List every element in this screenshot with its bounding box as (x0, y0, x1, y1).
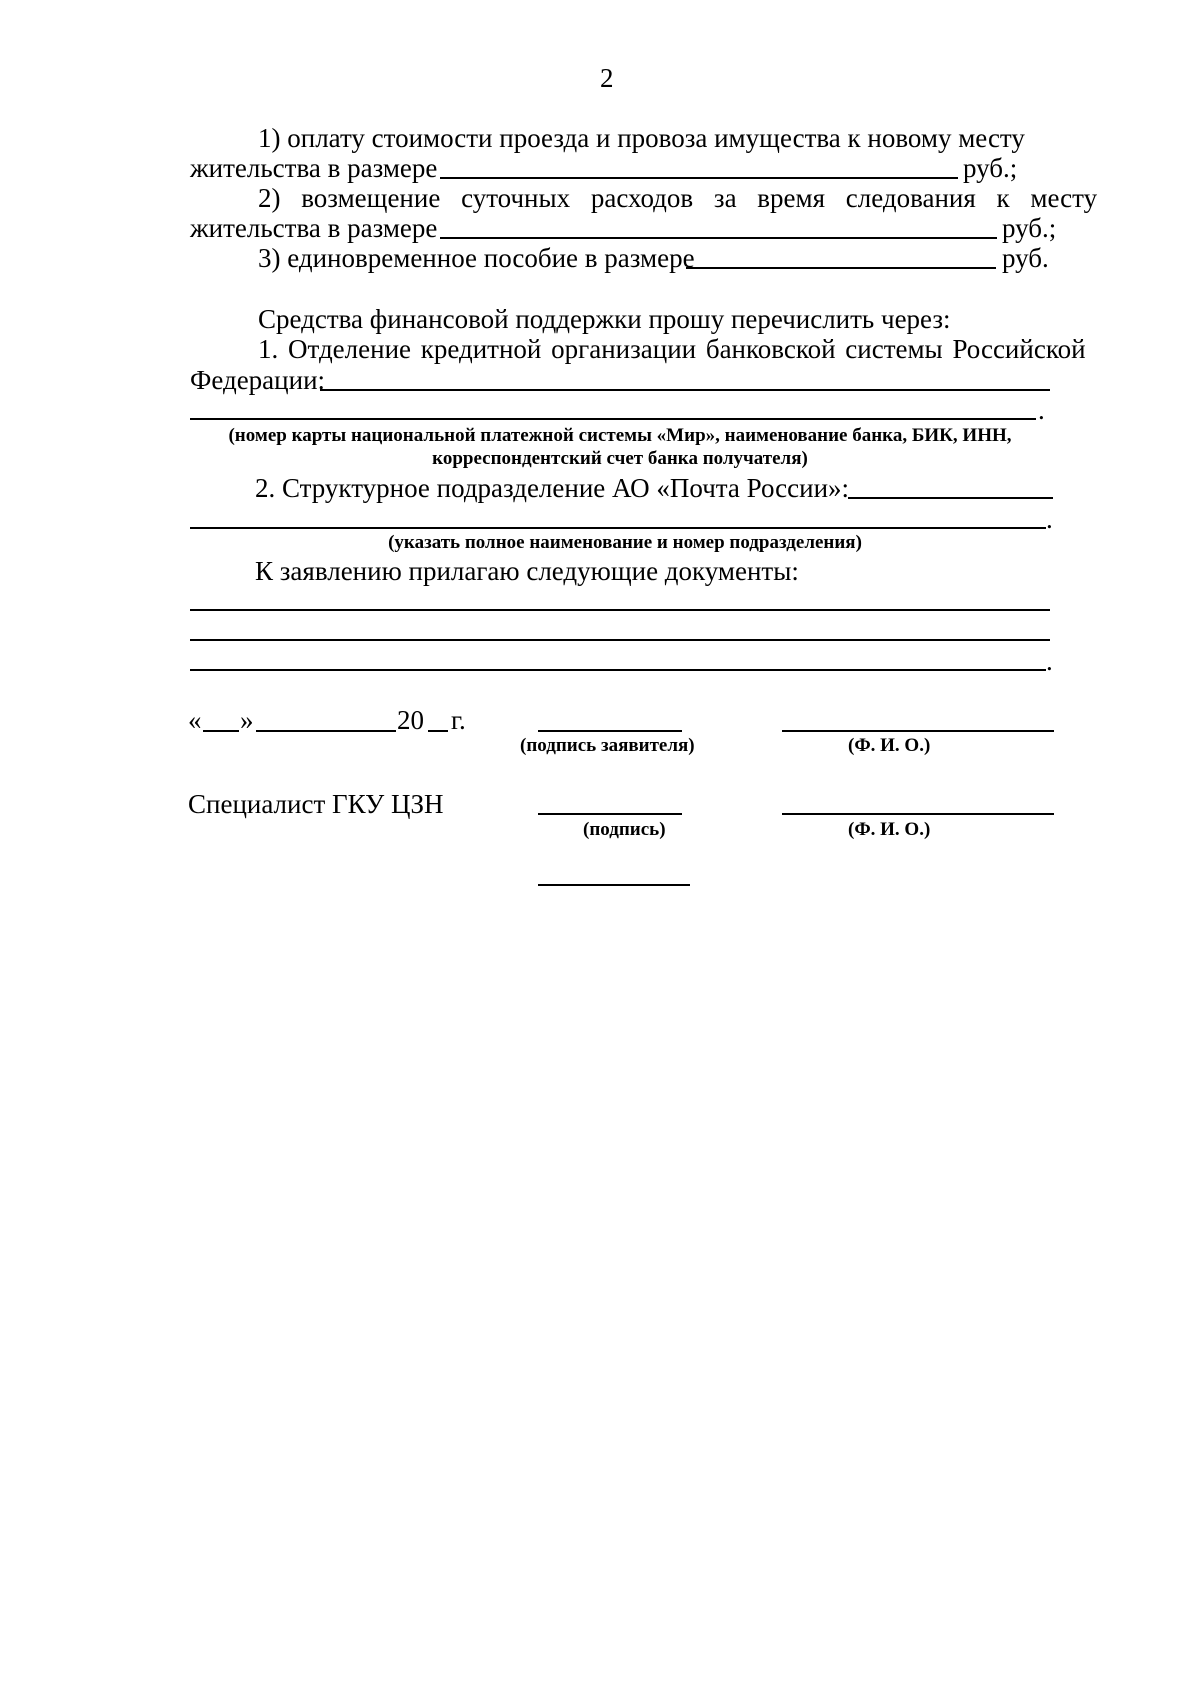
date-year-suffix: г. (451, 705, 466, 735)
specialist-label: Специалист ГКУ ЦЗН (188, 789, 444, 819)
item2-amount-field[interactable] (440, 237, 997, 239)
bank-note-line2: корреспондентский счет банка получателя) (432, 448, 808, 469)
item1-line2-prefix: жительства в размере (190, 153, 438, 183)
item2-line2-suffix: руб.; (1002, 213, 1057, 243)
attachments-field-2[interactable] (190, 639, 1050, 641)
date-month-field[interactable] (256, 730, 396, 732)
item3-amount-field[interactable] (686, 267, 996, 269)
item1-line2-suffix: руб.; (963, 153, 1018, 183)
specialist-signature-caption: (подпись) (583, 819, 666, 840)
specialist-name-field[interactable] (782, 813, 1054, 815)
attachments-field-3[interactable] (190, 669, 1046, 671)
applicant-name-field[interactable] (782, 730, 1054, 732)
item1-line1 (258, 122, 1060, 154)
post-end-mark: . (1046, 504, 1053, 534)
date-close-quote: » (240, 705, 254, 735)
bank-note-line1: (номер карты национальной платежной системы «Мир», наименование банка, БИК, ИНН, (228, 425, 1012, 446)
date-year-field[interactable] (428, 730, 448, 732)
bank-details-field-1[interactable] (320, 389, 1050, 391)
transfer-intro: Средства финансовой поддержки прошу перечислить через: (258, 304, 951, 334)
item2-line2-prefix: жительства в размере (190, 213, 438, 243)
post-details-field-1[interactable] (848, 497, 1053, 499)
applicant-signature-caption: (подпись заявителя) (520, 735, 695, 756)
specialist-name-caption: (Ф. И. О.) (848, 819, 931, 840)
item3-suffix: руб. (1002, 243, 1049, 273)
post-details-field-2[interactable] (190, 527, 1046, 529)
applicant-signature-field[interactable] (538, 730, 682, 732)
item2-line1: 2) возмещение суточных расходов за время следования к месту (258, 183, 1098, 213)
extra-blank-field[interactable] (538, 884, 690, 886)
item1-line1-text: 1) оплату стоимости проезда и провоза имущества к новому месту (258, 123, 1025, 153)
item1-amount-field[interactable] (440, 177, 958, 179)
bank-line2-prefix: Федерации: (190, 365, 326, 395)
bank-details-field-2[interactable] (190, 418, 1036, 420)
item3-prefix: 3) единовременное пособие в размере (258, 243, 695, 273)
applicant-name-caption: (Ф. И. О.) (848, 735, 931, 756)
attachments-field-1[interactable] (190, 609, 1050, 611)
attachments-label: К заявлению прилагаю следующие документы: (255, 556, 799, 586)
date-year-prefix: 20 (397, 705, 424, 735)
date-day-field[interactable] (203, 730, 239, 732)
specialist-signature-field[interactable] (538, 813, 682, 815)
post-line1: 2. Структурное подразделение АО «Почта России»: (255, 473, 850, 503)
post-note: (указать полное наименование и номер подразделения) (388, 532, 862, 553)
bank-end-mark: . (1038, 395, 1045, 425)
page-number: 2 (600, 63, 614, 93)
bank-line1: 1. Отделение кредитной организации банковской системы Российской (258, 334, 1086, 364)
date-open-quote: « (188, 705, 202, 735)
attachments-end-mark: . (1046, 646, 1053, 676)
